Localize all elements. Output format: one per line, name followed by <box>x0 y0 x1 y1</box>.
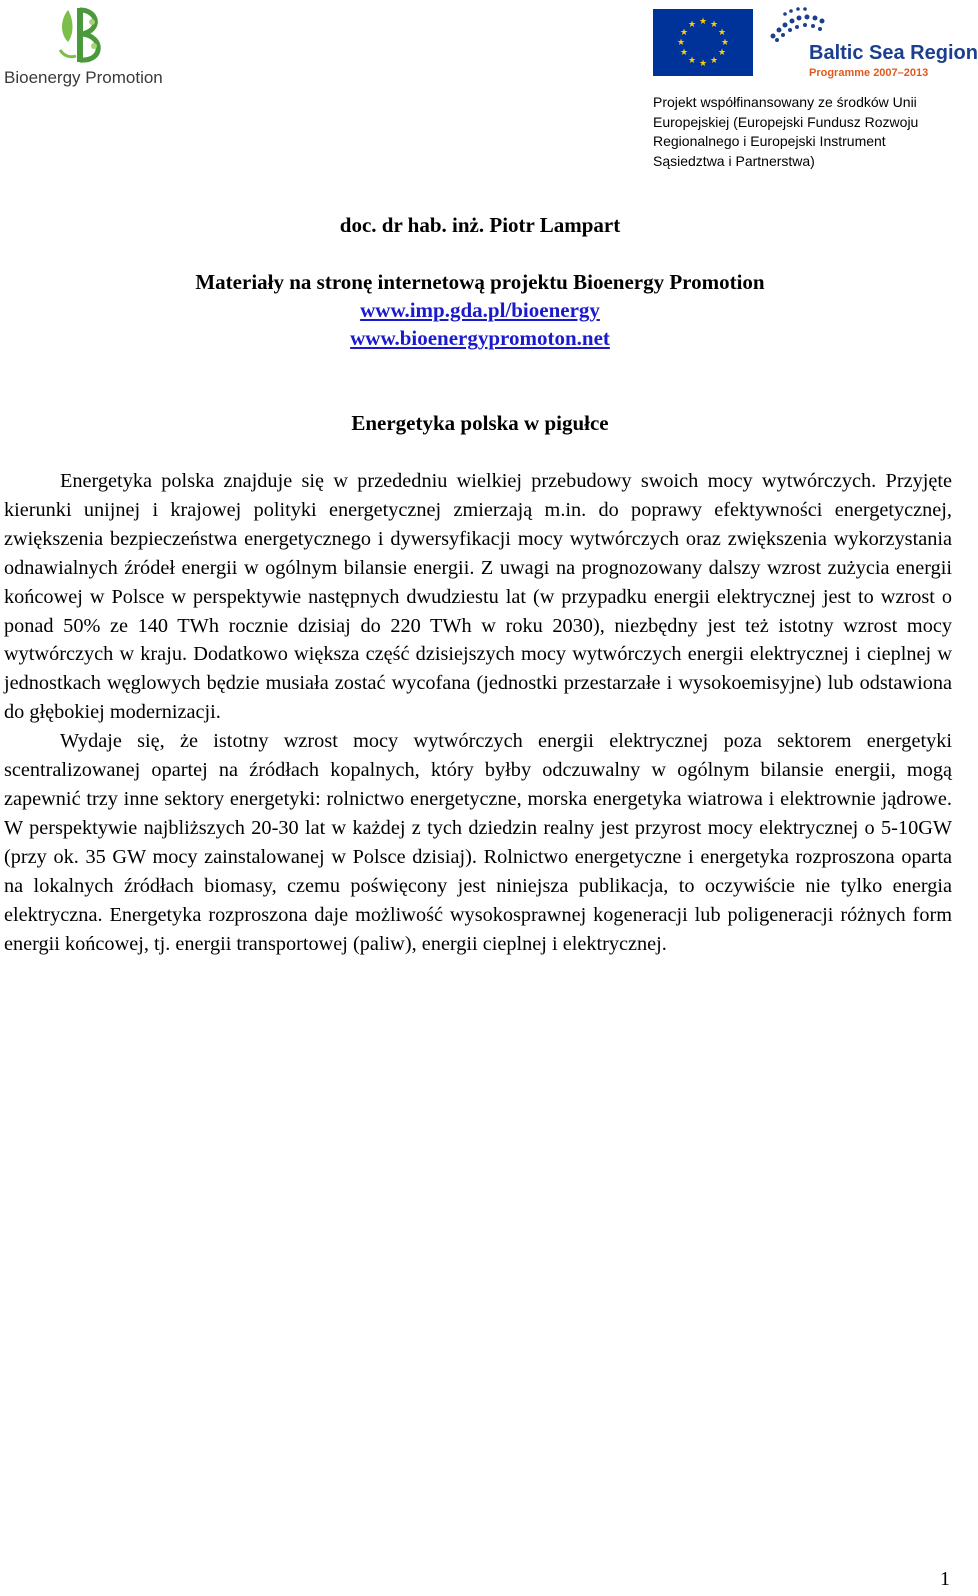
baltic-sea-region-logo <box>763 6 978 81</box>
materials-title: Materiały na stronę internetową projektu Bioenergy Promotion <box>195 270 765 294</box>
bsr-title: Baltic Sea Region <box>809 42 978 64</box>
svg-text:★: ★ <box>698 59 708 69</box>
cofinancing-line: Regionalnego i Europejski Instrument <box>653 133 886 149</box>
cofinancing-note <box>653 93 953 171</box>
paragraph: Energetyka polska znajduje się w przededniu wielkiej przebudowy swoich mocy wytwórczych. Przyjęte kierunki unijnej i krajowej polityki energetycznej zmierzają m.in. do poprawy efektywności energetycznej, zwiększenia bezpieczeństwa energetycznego i dywersyfikacji mocy wytwórczych oraz zwiększenia wykorzystania odnawialnych źródeł energii w ogólnym bilansie energii. Z uwagi na prognozowany dalszy wzrost zużycia energii końcowej w Polsce w perspektywie następnych dwudziestu lat (w przypadku energii elektrycznej jest to wzrost o ponad 50% ze 140 TWh rocznie dzisiaj do 220 TWh w roku 2030), niezbędny jest też istotny wzrost mocy wytwórczych w kraju. Dodatkowo większa część dzisiejszych mocy wytwórczych energii elektrycznej i cieplnej w jednostkach węglowych będzie musiała zostać wycofana (jednostki przestarzałe i wysokoemisyjne) lub odstawiona do głębokiej modernizacji. <box>4 470 952 724</box>
cofinancing-line: Sąsiedztwa i Partnerstwa) <box>653 152 815 169</box>
svg-text:★: ★ <box>676 38 686 48</box>
svg-text:★: ★ <box>679 48 689 58</box>
bioenergy-logo-text: Bioenergy Promotion <box>4 68 163 87</box>
svg-text:★: ★ <box>687 56 697 66</box>
link-bioenergypromotion[interactable]: www.bioenergypromoton.net <box>350 326 610 350</box>
author-line: doc. dr hab. inż. Piotr Lampart <box>339 213 621 237</box>
svg-text:★: ★ <box>709 20 719 30</box>
bioenergy-leaf-b-icon <box>54 6 114 66</box>
svg-text:★: ★ <box>698 17 708 27</box>
link-imp-gda[interactable]: www.imp.gda.pl/bioenergy <box>360 298 600 322</box>
bsr-programme: Programme 2007–2013 <box>809 67 929 79</box>
baltic-sea-region-swirl-icon <box>763 6 843 46</box>
svg-text:★: ★ <box>709 56 719 66</box>
svg-text:★: ★ <box>717 28 727 38</box>
svg-text:★: ★ <box>679 28 689 38</box>
section-title: Energetyka polska w pigułce <box>351 411 609 435</box>
page-number: 1 <box>940 1568 950 1590</box>
cofinancing-line: Projekt współfinansowany ze środków Unii <box>653 94 917 110</box>
eu-flag-icon <box>653 9 753 76</box>
svg-text:★: ★ <box>717 48 727 58</box>
body-text <box>4 467 952 958</box>
cofinancing-line: Europejskiej (Europejski Fundusz Rozwoju <box>653 113 919 130</box>
svg-text:★: ★ <box>687 20 697 30</box>
paragraph: Wydaje się, że istotny wzrost mocy wytwórczych energii elektrycznej poza sektorem energetyki scentralizowanej opartej na źródłach kopalnych, który byłby odczuwalny w ogólnym bilansie energii, mogą zapewnić trzy inne sektory energetyki: rolnictwo energetyczne, morska energetyka wiatrowa i elektrownie jądrowe. W perspektywie najbliższych 20-30 lat w każdej z tych dziedzin realny jest przyrost mocy elektrycznej o 5-10GW (przy ok. 35 GW mocy zainstalowanej w Polsce dzisiaj). Rolnictwo energetyczne i energetyka rozproszona oparta na lokalnych źródłach biomasy, czemu poświęcony jest niniejsza publikacja, to oczywiście nie tylko energia elektryczna. Energetyka rozproszona daje możliwość wysokosprawnej kogeneracji lub poligeneracji różnych form energii końcowej, tj. energii transportowej (paliw), energii cieplnej i elektrycznej. <box>4 730 952 955</box>
bioenergy-promotion-logo <box>4 6 184 90</box>
svg-text:★: ★ <box>720 38 730 48</box>
